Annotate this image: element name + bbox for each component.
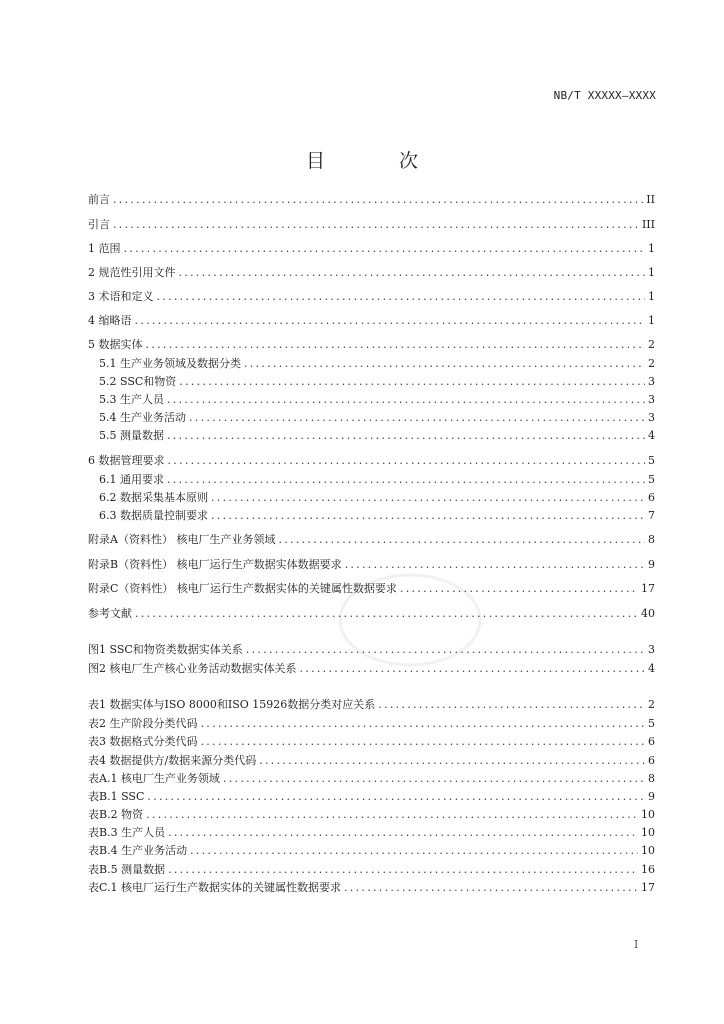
toc-entry-page: 5 — [648, 454, 655, 467]
toc-entry-label: 4 缩略语 — [88, 314, 132, 327]
toc-entry[interactable] — [88, 753, 655, 769]
toc-entry[interactable] — [88, 337, 655, 353]
toc-leader-dots — [259, 753, 645, 769]
toc-entry[interactable] — [88, 880, 655, 896]
toc-leader-dots — [344, 880, 638, 896]
toc-entry[interactable] — [88, 825, 655, 841]
toc-entry[interactable] — [88, 771, 655, 787]
toc-leader-dots — [168, 825, 638, 841]
toc-leader-dots — [345, 557, 645, 573]
toc-leader-dots — [223, 771, 645, 787]
toc-entry-label: 3 术语和定义 — [88, 290, 154, 303]
toc-leader-dots — [157, 289, 646, 305]
toc-entry[interactable] — [99, 508, 655, 524]
toc-entry[interactable] — [88, 642, 655, 658]
toc-entry-label: 表4 数据提供方/数据来源分类代码 — [88, 754, 257, 767]
toc-entry-page: 10 — [641, 844, 655, 857]
toc-entry-page: 6 — [648, 735, 655, 748]
toc-title: 目 次 — [305, 150, 453, 172]
toc-entry[interactable] — [88, 789, 655, 805]
toc-leader-dots — [189, 410, 645, 426]
toc-entry-page: 7 — [648, 509, 655, 522]
toc-leader-dots — [167, 392, 645, 408]
toc-entry[interactable] — [88, 807, 655, 823]
toc-entry[interactable] — [88, 697, 655, 713]
toc-entry[interactable] — [88, 606, 655, 622]
toc-entry[interactable] — [88, 862, 655, 878]
toc-entry-page: 3 — [648, 375, 655, 388]
toc-entry-label: 表B.4 生产业务活动 — [88, 844, 188, 857]
toc-entry-page: 40 — [641, 607, 655, 620]
toc-entry-page: 10 — [641, 808, 655, 821]
toc-entry-label: 附录C（资料性） 核电厂运行生产数据实体的关键属性数据要求 — [88, 582, 397, 595]
toc-leader-dots — [400, 581, 638, 597]
toc-leader-dots — [167, 428, 645, 444]
toc-entry[interactable] — [99, 356, 655, 372]
toc-leader-dots — [135, 313, 646, 329]
toc-entry-page: 17 — [641, 881, 655, 894]
toc-leader-dots — [179, 374, 645, 390]
toc-leader-dots — [113, 192, 643, 208]
toc-entry[interactable] — [88, 313, 655, 329]
toc-entry-label: 表B.2 物资 — [88, 808, 144, 821]
toc-entry-page: 3 — [648, 393, 655, 406]
toc-leader-dots — [300, 661, 646, 677]
toc-entry[interactable] — [88, 453, 655, 469]
toc-entry-page: III — [641, 218, 655, 231]
toc-entry-label: 表B.3 生产人员 — [88, 826, 166, 839]
toc-entry-page: 2 — [648, 357, 655, 370]
toc-leader-dots — [201, 716, 646, 732]
toc-leader-dots — [167, 472, 645, 488]
toc-entry-page: 1 — [648, 290, 655, 303]
toc-entry-page: 4 — [648, 429, 655, 442]
toc-leader-dots — [211, 508, 645, 524]
toc-entry-label: 5.1 生产业务领域及数据分类 — [99, 357, 241, 370]
toc-entry[interactable] — [88, 843, 655, 859]
toc-entry-page: 6 — [648, 491, 655, 504]
toc-leader-dots — [146, 807, 638, 823]
toc-entry-page: 2 — [648, 338, 655, 351]
toc-leader-dots — [246, 642, 645, 658]
toc-entry-page: 17 — [641, 582, 655, 595]
toc-leader-dots — [113, 217, 639, 233]
toc-entry-label: 附录B（资料性） 核电厂运行生产数据实体数据要求 — [88, 558, 342, 571]
toc-entry-label: 表2 生产阶段分类代码 — [88, 717, 198, 730]
toc-entry[interactable] — [88, 581, 655, 597]
toc-entry[interactable] — [88, 217, 655, 233]
toc-entry-label: 1 范围 — [88, 242, 121, 255]
toc-entry-label: 6.1 通用要求 — [99, 473, 164, 486]
toc-leader-dots — [378, 697, 645, 713]
toc-entry[interactable] — [88, 734, 655, 750]
toc-entry[interactable] — [99, 472, 655, 488]
toc-entry[interactable] — [88, 557, 655, 573]
toc-entry-page: 5 — [648, 717, 655, 730]
toc-leader-dots — [146, 337, 646, 353]
toc-leader-dots — [124, 241, 646, 257]
toc-entry-page: 3 — [648, 643, 655, 656]
toc-entry[interactable] — [88, 661, 655, 677]
toc-entry-label: 5.5 测量数据 — [99, 429, 164, 442]
toc-entry-label: 5.4 生产业务活动 — [99, 411, 186, 424]
toc-leader-dots — [135, 606, 638, 622]
toc-entry-label: 5.3 生产人员 — [99, 393, 164, 406]
page-number: I — [634, 938, 639, 951]
toc-entry[interactable] — [88, 716, 655, 732]
toc-entry-page: 6 — [648, 754, 655, 767]
toc-entry-page: 8 — [648, 772, 655, 785]
toc-leader-dots — [147, 789, 645, 805]
toc-entry-label: 5.2 SSC和物资 — [99, 375, 177, 388]
toc-entry-page: 10 — [641, 826, 655, 839]
toc-entry-page: 9 — [648, 790, 655, 803]
toc-entry-page: II — [646, 193, 655, 206]
toc-entry-label: 引言 — [88, 218, 110, 231]
toc-entry[interactable] — [99, 428, 655, 444]
toc-entry-label: 附录A（资料性） 核电厂生产业务领域 — [88, 533, 276, 546]
toc-entry[interactable] — [99, 392, 655, 408]
toc-entry-label: 表A.1 核电厂生产业务领域 — [88, 772, 220, 785]
document-code: NB/T XXXXX—XXXX — [553, 89, 656, 102]
toc-entry-label: 表B.1 SSC — [88, 790, 145, 803]
toc-entry-page: 3 — [648, 411, 655, 424]
toc-entry[interactable] — [99, 374, 655, 390]
toc-entry-page: 2 — [648, 698, 655, 711]
toc-entry-page: 5 — [648, 473, 655, 486]
toc-entry-label: 6.2 数据采集基本原则 — [99, 491, 208, 504]
toc-entry-label: 参考文献 — [88, 607, 132, 620]
toc-entry-page: 1 — [648, 314, 655, 327]
toc-leader-dots — [278, 532, 645, 548]
toc-entry[interactable] — [88, 289, 655, 305]
toc-entry-label: 表1 数据实体与ISO 8000和ISO 15926数据分类对应关系 — [88, 698, 376, 711]
toc-entry[interactable] — [99, 410, 655, 426]
toc-entry-label: 6.3 数据质量控制要求 — [99, 509, 208, 522]
toc-entry-page: 1 — [648, 266, 655, 279]
toc-entry-label: 前言 — [88, 193, 110, 206]
toc-entry-label: 表C.1 核电厂运行生产数据实体的关键属性数据要求 — [88, 881, 342, 894]
toc-leader-dots — [201, 734, 646, 750]
toc-leader-dots — [190, 843, 638, 859]
toc-entry-label: 5 数据实体 — [88, 338, 143, 351]
toc-entry-page: 9 — [648, 558, 655, 571]
toc-leader-dots — [211, 490, 645, 506]
toc-entry-page: 4 — [648, 662, 655, 675]
toc-entry-label: 图2 核电厂生产核心业务活动数据实体关系 — [88, 662, 297, 675]
toc-entry[interactable] — [88, 265, 655, 281]
toc-entry-label: 图1 SSC和物资类数据实体关系 — [88, 643, 243, 656]
toc-leader-dots — [168, 453, 646, 469]
toc-entry[interactable] — [99, 490, 655, 506]
toc-entry-label: 2 规范性引用文件 — [88, 266, 176, 279]
toc-entry-page: 16 — [641, 863, 655, 876]
toc-entry[interactable] — [88, 241, 655, 257]
toc-leader-dots — [168, 862, 638, 878]
toc-entry-page: 8 — [648, 533, 655, 546]
toc-entry-label: 表B.5 测量数据 — [88, 863, 166, 876]
toc-leader-dots — [179, 265, 646, 281]
toc-entry-page: 1 — [648, 242, 655, 255]
toc-leader-dots — [244, 356, 645, 372]
toc-entry-label: 表3 数据格式分类代码 — [88, 735, 198, 748]
toc-entry[interactable] — [88, 192, 655, 208]
toc-entry-label: 6 数据管理要求 — [88, 454, 165, 467]
toc-entry[interactable] — [88, 532, 655, 548]
